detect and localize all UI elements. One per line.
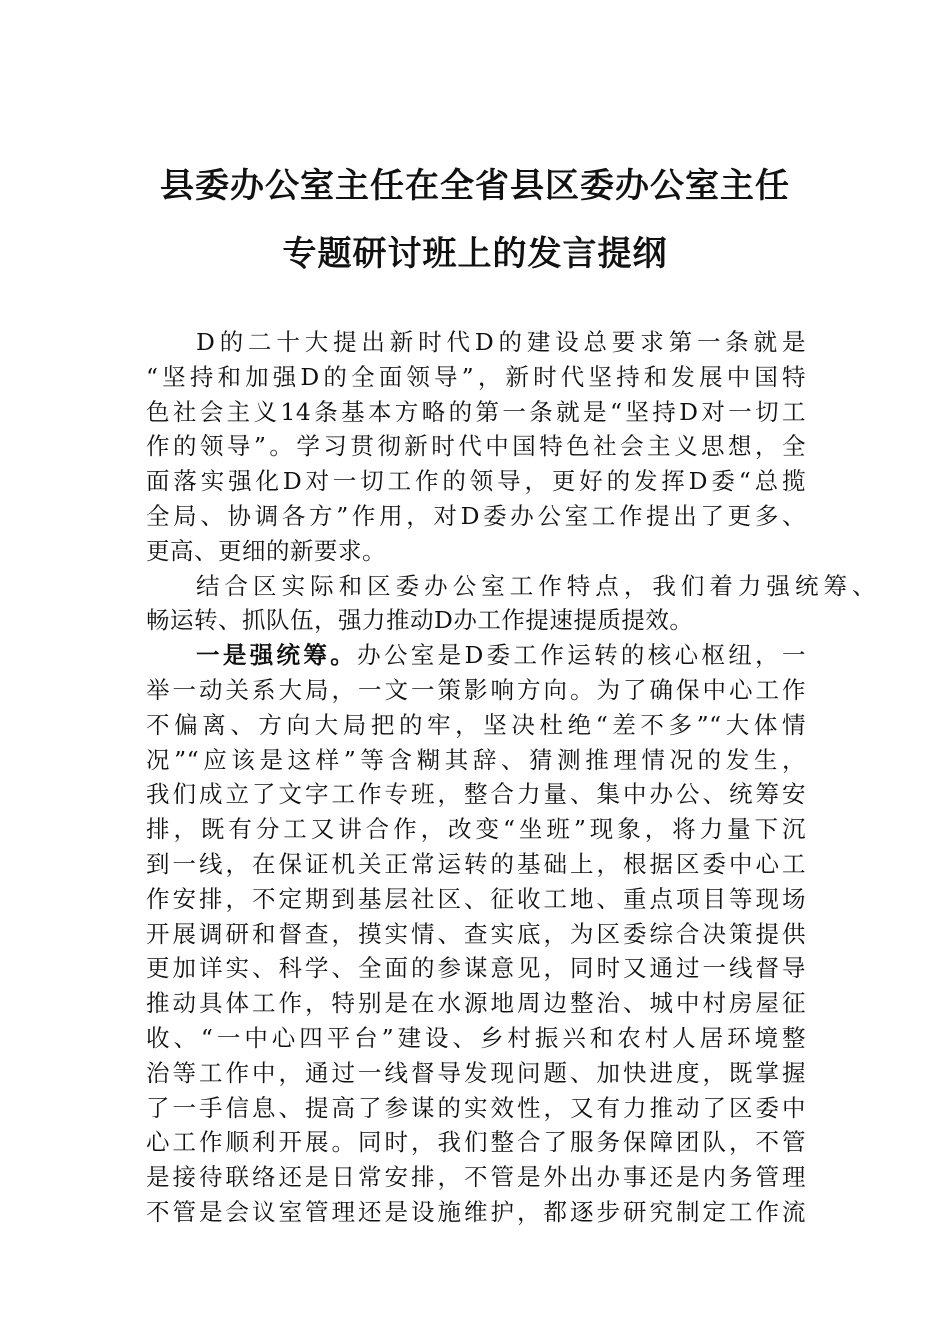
text-line: D的二十大提出新时代D的建设总要求第一条就是 [196,328,806,356]
text-line: 到一线，在保证机关正常运转的基础上，根据区委中心工 [146,849,806,878]
text-line: 开展调研和督查，摸实情、查实底，为区委综合决策提供 [146,919,806,948]
text-line: 推动具体工作，特别是在水源地周边整治、城中村房屋征 [146,989,806,1018]
text-line: 举一动关系大局，一文一策影响方向。为了确保中心工作 [146,675,806,704]
text-line: 全局、协调各方”作用，对D委办公室工作提出了更多、 [146,501,806,530]
text-line [146,638,806,673]
text-line: 我们成立了文字工作专班，整合力量、集中办公、统筹安 [146,780,806,809]
text-line: “坚持和加强D的全面领导”，新时代坚持和发展中国特 [146,362,806,391]
text-line: 面落实强化D对一切工作的领导，更好的发挥D委“总揽 [146,467,806,496]
document-title-line-2: 专题研讨班上的发言提纲 [282,234,668,274]
paragraph-1 [146,325,806,569]
text-line: 作的领导”。学习贯彻新时代中国特色社会主义思想，全 [146,432,806,461]
text-line: 了一手信息、提高了参谋的实效性，又有力推动了区委中 [146,1093,806,1122]
text-line: 结合区实际和区委办公室工作特点，我们着力强统筹、 [196,571,876,600]
text-line: 是接待联络还是日常安排，不管是外出办事还是内务管理 [146,1163,806,1192]
paragraph-3 [146,638,806,1230]
paragraph-lead-heading: 一是强统筹。 [196,641,358,670]
document-title-line-1: 县委办公室主任在全省县区委办公室主任 [160,166,790,206]
text-line: 更加详实、科学、全面的参谋意见，同时又通过一线督导 [146,954,806,983]
text-line: 作安排，不定期到基层社区、征收工地、重点项目等现场 [146,884,806,913]
text-line: 排，既有分工又讲合作，改变“坐班”现象，将力量下沉 [146,815,806,844]
text-line: 畅运转、抓队伍，强力推动D办工作提速提质提效。 [146,606,694,635]
text-line-rest: 办公室是D委工作运转的核心枢纽，一 [357,641,807,670]
text-line: 不偏离、方向大局把的牢，坚决杜绝“差不多”“大体情 [146,710,806,739]
text-line: 收、“一中心四平台”建设、乡村振兴和农村人居环境整 [146,1023,806,1052]
document-body [146,325,876,1230]
text-line: 况”“应该是这样”等含糊其辞、猜测推理情况的发生， [146,745,806,774]
paragraph-2 [146,569,876,639]
text-line: 更高、更细的新要求。 [146,536,386,565]
text-line: 不管是会议室管理还是设施维护，都逐步研究制定工作流 [146,1197,806,1226]
text-line: 治等工作中，通过一线督导发现问题、加快进度，既掌握 [146,1058,806,1087]
text-line: 色社会主义14条基本方略的第一条就是“坚持D对一切工 [146,397,806,426]
text-line: 心工作顺利开展。同时，我们整合了服务保障团队，不管 [146,1128,806,1157]
